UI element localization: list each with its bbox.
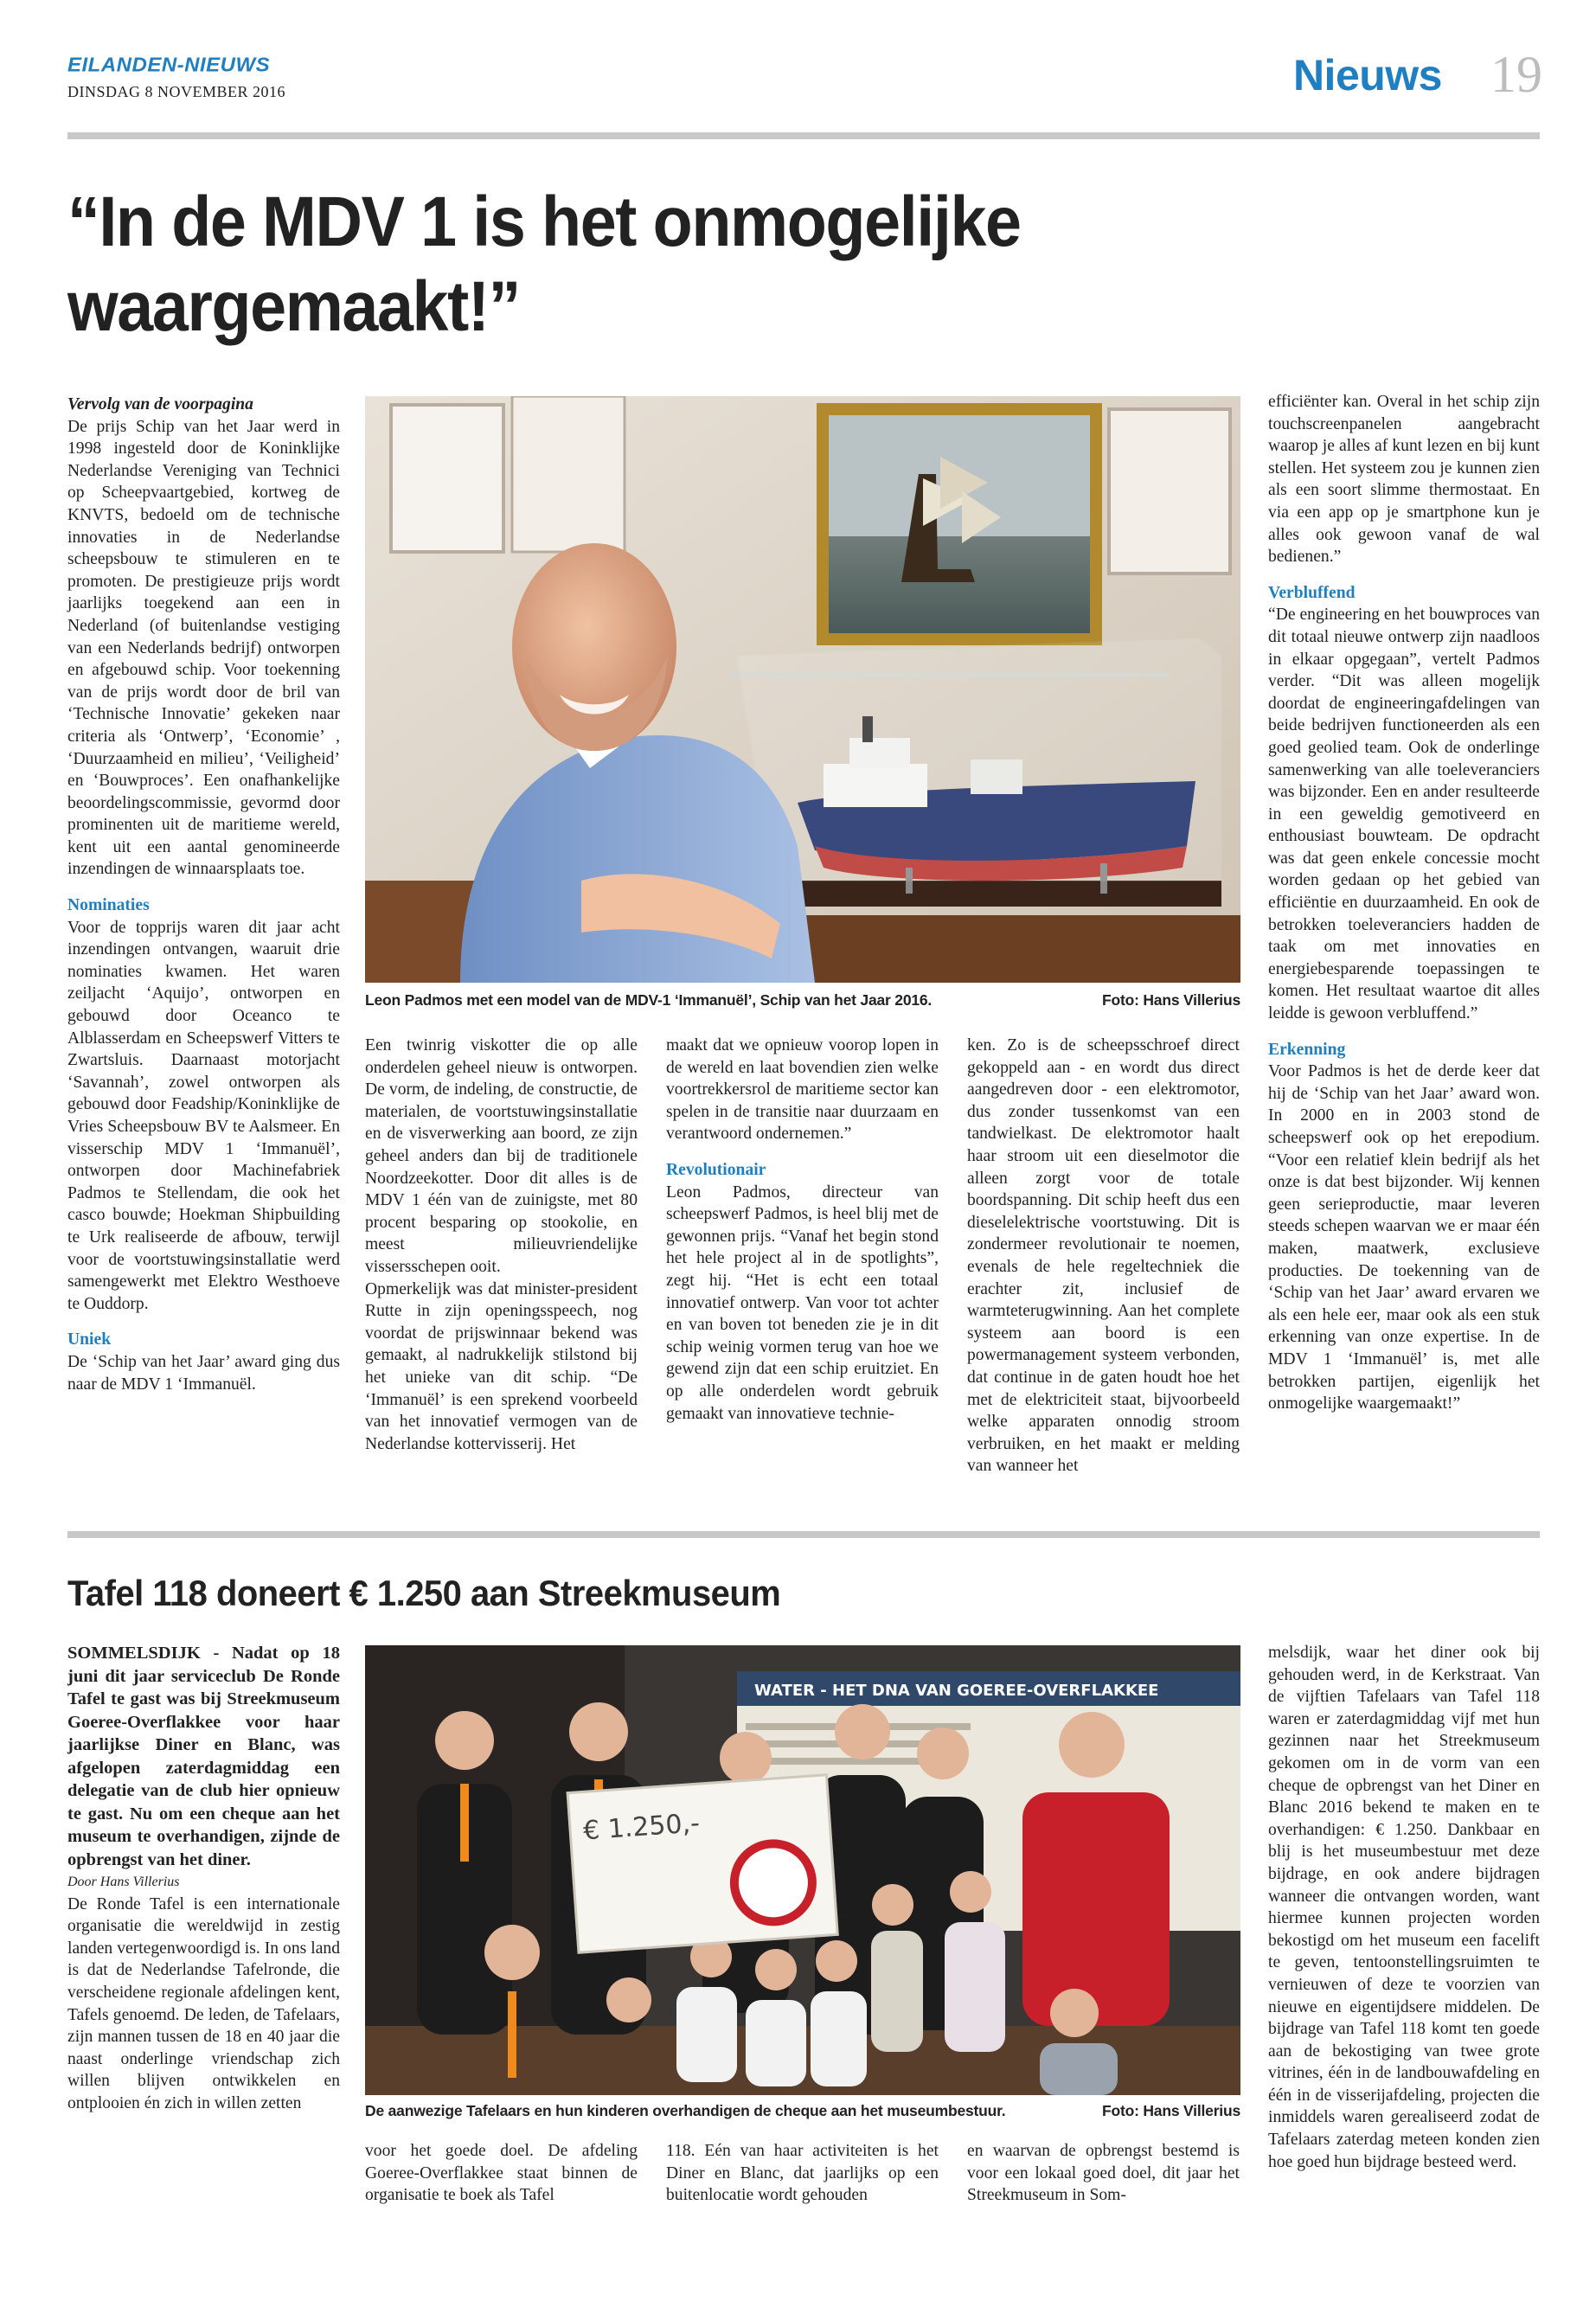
article1-col3-p2: Leon Padmos, directeur van scheepswerf Padmos, is heel blij met de gewonnen prijs. “Vanaf het begin stond het hele project al in de spotlights”, zegt hij. “Het is echt een totaal innovatief ontwerp. Van voor tot achter en van boven tot beneden zie je in dit schip weinig vormen terug van hoe we gewend zijn dat een schip eruitziet. En op alle onderdelen wordt gebruik gemaakt van innovatieve technie- <box>666 1183 939 1423</box>
article1-col2-p1: Een twinrig viskotter die op alle onderdelen geheel nieuw is ontworpen. De vorm, de indeling, de constructie, de materialen, de voortstuwingsinstallatie en de visverwerking aan boord, ze zijn geheel anders dan bij de traditionele Noordzeekotter. Door dit alles is de MDV 1 één van de zuinigste, met 80 procent besparing op stookolie, en meest milieuvriendelijke vissersschepen ooit. <box>365 1036 638 1276</box>
article2-col4-p1: en waarvan de opbrengst bestemd is voor een lokaal goed doel, dit jaar het Streekmuseum in Som- <box>967 2142 1240 2205</box>
article1-photo <box>365 396 1240 983</box>
middle-rule <box>67 1531 1540 1538</box>
article1-col1-p2: Voor de topprijs waren dit jaar acht inzendingen ontvangen, waaruit drie nominaties kwamen. Het waren zeiljacht ‘Aquijo’, ontworpen en gebouwd door Oceanco te Alblasserdam en Scheepswerf Vitters te Zwartsluis. Daarnaast motorjacht ‘Savannah’, zowel ontworpen als gebouwd door Feadship/Koninklijke de Vries Scheepsbouw BV te Aalsmeer. En visserschip MDV 1 ‘Immanuël’, ontworpen door Machinefabriek Padmos te Stellendam, die ook het casco bouwde; Hoekman Shipbuilding te Urk realiseerde de afbouw, terwijl voor de voortstuwingsinstallatie werd samengewerkt met Elektro Westhoeve te Ouddorp. <box>67 918 340 1313</box>
section-name: Nieuws <box>1292 51 1442 99</box>
article1-col5-p3: Voor Padmos is het de derde keer dat hij de ‘Schip van het Jaar’ award won. In 2000 en in 2003 stond de scheepswerf ook op het erepodium. “Voor een relatief klein bedrijf als het onze is dat best bijzonder. Wij kennen geen serieproductie, maar leveren steeds schepen waarvan we er maar één maken, maatwerk, exclusieve producties. De toekenning van de ‘Schip van het Jaar’ award ervaren we als een hele eer, maar ook als een stuk erkenning van onze expertise. In de MDV 1 ‘Immanuël’ is, met alle betrokken partijen, eigenlijk het onmogelijke waargemaakt!” <box>1268 1062 1540 1413</box>
article2-col1-p1: De Ronde Tafel is een internationale organisatie die wereldwijd in zestig landen vertegenwoordigd is. In ons land is dat de Nederlandse Tafelronde, die verscheidene regionale afdelingen kent, Tafels genoemd. De leden, de Tafelaars, zijn mannen tussen de 18 en 40 jaar die naast onderlinge vriendschap zich willen blijven ontwikkelen en ontplooien én zich in willen zetten <box>67 1894 340 2112</box>
subhead-verbluffend: Verbluffend <box>1268 583 1356 602</box>
photo-cheque-handover <box>365 1645 1240 2095</box>
article2-col5-p1: melsdijk, waar het diner ook bij gehouden werd, in de Kerkstraat. Van de vijftien Tafelaars van Tafel 118 waren er zaterdagmiddag vijf met hun gezinnen naar het Streekmuseum gekomen om in de vorm van een cheque de opbrengst van het Diner en Blanc 2016 bekend te maken en te overhandigen: € 1.250. Dankbaar en blij is het museumbestuur met deze bijdrage, en ook andere bijdragen wanneer die ontvangen worden, want hiermee kunnen projecten worden bekostigd om het museum een facelift te geven, tentoonstellingsruimten te vernieuwen of deze te voorzien van nieuwe en eigentijdsere middelen. De bijdrage van Tafel 118 komt ten goede aan de bekostiging van twee grote vitrines, één in de landbouwafdeling en één in de visserijafdeling, projecten die inmiddels waren gerealiseerd zodat de Tafelaars zaterdag meteen konden zien hoe goed hun bijdrage besteed werd. <box>1268 1644 1540 2171</box>
article1-column-2 <box>365 1035 638 1455</box>
subhead-nominaties: Nominaties <box>67 896 150 915</box>
article2-photo-caption <box>365 2102 1240 2120</box>
issue-date: DINSDAG 8 NOVEMBER 2016 <box>67 83 286 100</box>
article1-col5-p1: efficiënter kan. Overal in het schip zijn touchscreenpanelen aangebracht waarop je alles af kunt lezen en bij kunt stellen. Het systeem zou je kunnen zien als een soort slimme thermostaat. En via een app op je smartphone kun je alles ook gewoon vanaf de wal bedienen.” <box>1268 393 1540 567</box>
newspaper-logo: EILANDEN-NIEUWS <box>67 54 271 77</box>
article2-column-1 <box>67 1642 340 2115</box>
article1-column-5 <box>1268 391 1540 1415</box>
article1-col1-p3: De ‘Schip van het Jaar’ award ging dus naar de MDV 1 ‘Immanuël. <box>67 1352 340 1394</box>
article2-column-3 <box>666 2140 939 2207</box>
article1-col5-p2: “De engineering en het bouwproces van dit totaal nieuwe ontwerp zijn naadloos in elkaar opgegaan”, vertelt Padmos verder. “Dit was alleen mogelijk doordat de engineeringafdelingen van beide bedrijven functioneerden als een goed geolied team. Ook de onderlinge samenwerking van alle toeleveranciers was bijzonder. Een en ander resulteerde in een geweldig gemotiveerd en enthousiast bouwteam. De opdracht was dat geen enkele concessie mocht worden gedaan op het gebied van efficiëntie en duurzaamheid. En ook de betrokken toeleveranciers hadden de taak om met innovaties en energiebesparende toepassingen te komen. Het resultaat waartoe dit alles leidde is gewoon verbluffend.” <box>1268 606 1540 1023</box>
article1-headline: “In de MDV 1 is het onmogelijke waargemaakt!” <box>67 183 1021 346</box>
article1-col2-p2: Opmerkelijk was dat minister-president Rutte in zijn openingsspeech, nog voordat de prijswinnaar bekend was gemaakt, al nadrukkelijk stilstond bij het unieke van dit schip. “De ‘Immanuël’ is een sprekend voorbeeld van het innovatief vermogen van de Nederlandse kottervisserij. Het <box>365 1279 638 1453</box>
article2-col3-p1: 118. Eén van haar activiteiten is het Diner en Blanc, dat jaarlijks op een buitenlocatie wordt gehouden <box>666 2142 939 2205</box>
article1-col3-p1: maakt dat we opnieuw voorop lopen in de wereld en laat bovendien zien welke voortrekkersrol de maritieme sector kan spelen in de transitie naar duurzaam en verantwoord ondernemen.” <box>666 1036 939 1144</box>
subhead-uniek: Uniek <box>67 1330 112 1349</box>
article2-column-5 <box>1268 1642 1540 2173</box>
article2-byline: Door Hans Villerius <box>67 1875 180 1889</box>
subhead-revolutionair: Revolutionair <box>666 1160 766 1179</box>
article2-caption-text: De aanwezige Tafelaars en hun kinderen overhandigen de cheque aan het museumbestuur. <box>365 2102 1006 2119</box>
article1-caption-text: Leon Padmos met een model van de MDV-1 ‘Immanuël’, Schip van het Jaar 2016. <box>365 991 933 1009</box>
article1-col4-p1: ken. Zo is de scheepsschroef direct gekoppeld aan - en wordt dus direct aangedreven door - een elektromotor, dus zonder tussenkomst van een tandwielkast. De elektromotor haalt haar stroom uit een dieselmotor die alleen zorgt voor de totale boordspanning. Dit schip heeft dus een dieselelektrische voortstuwing. Dit is zondermeer revolutionair te noemen, evenals de hele regeltechniek die erachter zit, inclusief de warmteterugwinning. Aan het complete systeem aan boord is een powermanagement systeem verbonden, dat continue in de gaten houdt hoe het met de elektriciteit staat, bijvoorbeeld welke apparaten onnodig stroom verbruiken, en het maakt er melding van wanneer het <box>967 1036 1240 1476</box>
article1-column-4 <box>967 1035 1240 1477</box>
article2-lead: SOMMELSDIJK - Nadat op 18 juni dit jaar serviceclub De Ronde Tafel te gast was bij Streekmuseum Goeree-Overflakkee voor haar jaarlijkse Diner en Blanc, was afgelopen zaterdagmiddag een delegatie van de club hier opnieuw te gast. Nu om een cheque aan het museum te overhandigen, zijnde de opbrengst van het diner. <box>67 1644 340 1869</box>
top-rule <box>67 132 1540 139</box>
article1-col1-p1: De prijs Schip van het Jaar werd in 1998 ingesteld door de Koninklijke Nederlandse Vereniging van Technici op Scheepvaartgebied, kortweg de KNVTS, bedoeld om de technische innovaties in de Nederlandse scheepsbouw te stimuleren en te promoten. De prestigieuze prijs wordt jaarlijks toegekend aan een in Nederland (of buitenlandse vestiging van een Nederlands bedrijf) ontworpen en afgebouwd schip. Voor toekenning van de prijs wordt door de bril van ‘Technische Innovatie’ gekeken naar criteria als ‘Ontwerp’, ‘Economie’ , ‘Duurzaamheid en milieu’, ‘Veiligheid’ en ‘Bouwproces’. Een onafhankelijke beoordelingscommissie, gevormd door prominenten uit de maritieme wereld, kent uit een aantal genomineerde inzendingen de winnaarsplaats toe. <box>67 417 340 879</box>
article2-column-2 <box>365 2140 638 2207</box>
article1-column-1 <box>67 394 340 1395</box>
page-number: 19 <box>1490 46 1542 103</box>
article1-photo-caption <box>365 991 1240 1009</box>
museum-sign-text: WATER - HET DNA VAN GOEREE-OVERFLAKKEE <box>754 1682 1159 1700</box>
article2-column-4 <box>967 2140 1240 2207</box>
article2-headline: Tafel 118 doneert € 1.250 aan Streekmuseum <box>67 1573 781 1613</box>
article1-column-3 <box>666 1035 939 1425</box>
cheque-amount: € 1.250,- <box>582 1808 701 1847</box>
article2-col2-p1: voor het goede doel. De afdeling Goeree-Overflakkee staat binnen de organisatie te boek als Tafel <box>365 2142 638 2205</box>
article1-kicker: Vervolg van de voorpagina <box>67 395 253 413</box>
subhead-erkenning: Erkenning <box>1268 1040 1346 1059</box>
article1-photo-credit: Foto: Hans Villerius <box>1101 991 1240 1009</box>
article2-photo-credit: Foto: Hans Villerius <box>1101 2102 1240 2119</box>
photo-padmos-with-model <box>365 396 1240 983</box>
article2-photo <box>365 1645 1240 2095</box>
